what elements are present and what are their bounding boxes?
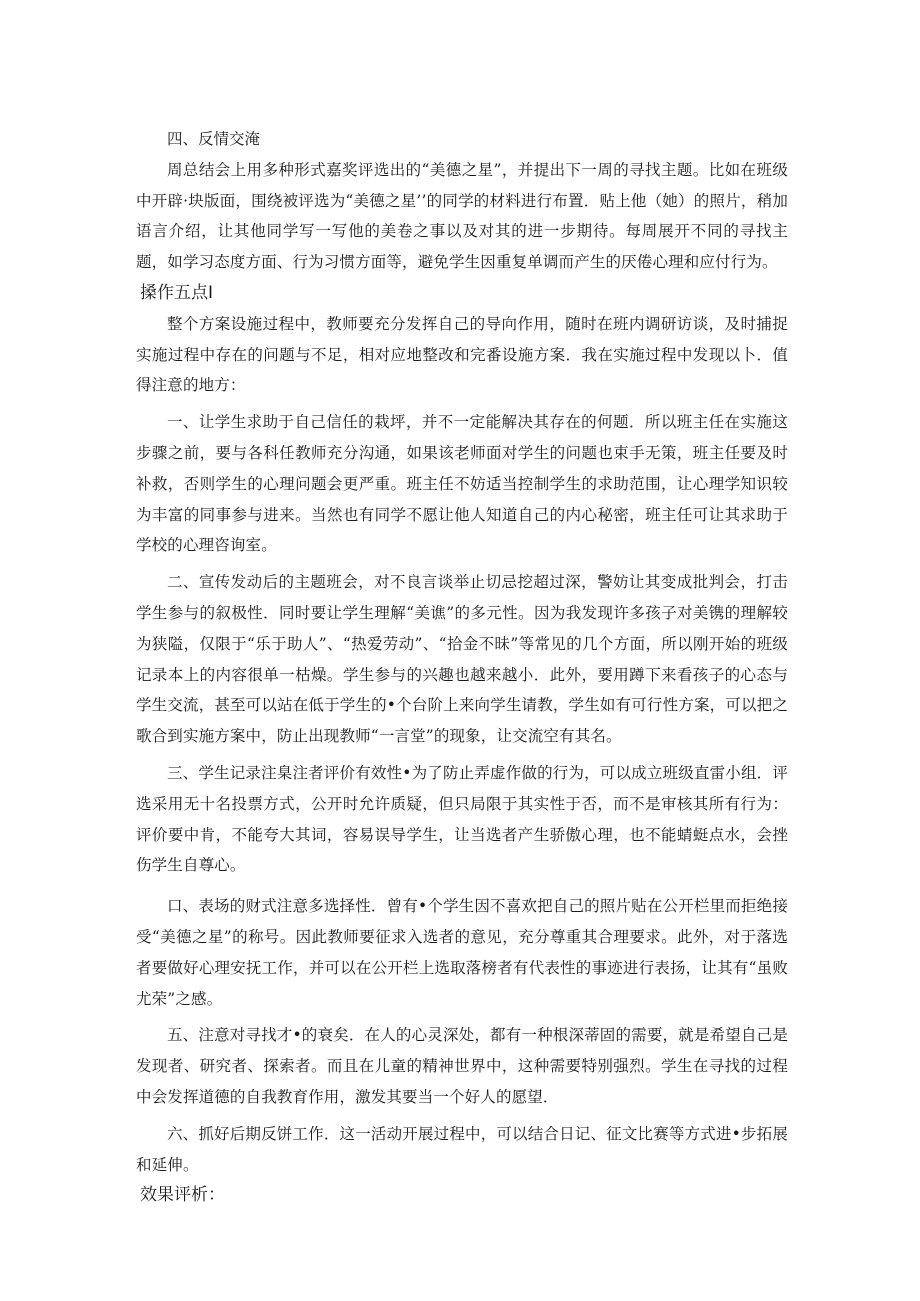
- paragraph-operation-intro: 整个方案设施过程中，教师要充分发挥自己的导向作用，随时在班内调研访谈，及时捕捉实施过程中存在的问题与不足，相对应地整改和完番设施方案．我在实施过程中发现以卜．值得注意的地方：: [136, 314, 788, 395]
- document-body: [136, 124, 788, 1211]
- paragraph-feedback: 周总结会上用多种形式嘉奖评选出的“美德之星”，并提出下一周的寻找主题。比如在班级中开辟·块版面，围绕被评选为“美德之星’’的同学的材料进行布置．贴上他（她）的照片，稍加语言介绍，让其他同学写一写他的美卷之事以及对其的进一步期待。每周展开不同的寻找主题，如学习态度方面、行为习惯方面等，避免学生因重复单调而产生的厌倦心理和应付行为。: [136, 160, 788, 272]
- paragraph-point-3: 三、学生记录注臬注者评价有效性•为了防止弄虚作做的行为，可以成立班级直雷小组．评选采用无十名投票方式，公开时允许质疑，但只局限于其实性于否，而不是审核其所有行为：评价要中肯，不能夸大其词，容易误导学生，让当选者产生骄傲心理，也不能蜻蜓点水，会挫伤学生自尊心。: [136, 763, 788, 875]
- paragraph-point-5: 五、注意对寻找才•的衰矣．在人的心灵深处，都有一种根深蒂固的需要，就是希望自己是发现者、研究者、探索者。而且在儿童的精神世界中，这种需要特别强烈。学生在寻找的过程中会发挥道德的自我教育作用，激发其要当一个好人的愿望．: [136, 1026, 788, 1106]
- spacer: [136, 881, 788, 891]
- paragraph-point-2: 二、宣传发动后的主题班会，对不良言谈举止切忌挖超过深，警妨让其变成批判会，打击学生参与的叙极性．同时要让学生理解“美谯”的多元性。因为我发现许多孩子对美镌的理解较为狭隘，仅限于“乐于助人”、“热爱劳动”、“拾金不昧”等常见的几个方面，所以刚开始的班级记录本上的内容很单一枯燥。学生参与的兴趣也越来越小．此外，要用蹲下来看孩子的心态与学生交流，甚至可以站在低于学生的•个台阶上来向学生请教，学生如有可行性方案，可以把之歌合到实施方案中，防止出现教师“一言堂”的现象，让交流空有其名。: [136, 573, 788, 746]
- paragraph-point-6: 六、抓好后期反饼工作．这一活动开展过程中，可以结合日记、征文比赛等方式进•步拓展和延伸。: [136, 1124, 788, 1174]
- paragraph-point-4: 口、表场的财式注意多选择性．曾有•个学生因不喜欢把自己的照片贴在公开栏里而拒绝接受“美德之星”的称号。因此教师要征求入选者的意见，充分尊重其合理要求。此外，对于落选者要做好心理安抚工作，并可以在公开栏上选取落榜者有代表性的事迹进行表扬，让其有“虽败尤荣”之感。: [136, 897, 788, 1008]
- paragraph-point-1: 一、让学生求助于自己信任的栽坪，并不一定能解决其存在的何题．所以班主任在实施这步骤之前，要与各科任教师充分沟通，如果该老师面对学生的问题也束手无策，班主任要及时补救，否则学生的心理问题会更严重。班主任不妨适当控制学生的求助范围，让心理学知识较为丰富的同事参与进来。当然也有同学不愿让他人知道自己的内心秘密，班主任可让其求助于学校的心理咨询室。: [136, 413, 788, 555]
- section-heading-evaluation: 效果评析：: [140, 1185, 225, 1206]
- section-heading-operation: 搡作五点I: [140, 282, 214, 303]
- section-heading-feedback: 四、反情交淹: [167, 130, 261, 148]
